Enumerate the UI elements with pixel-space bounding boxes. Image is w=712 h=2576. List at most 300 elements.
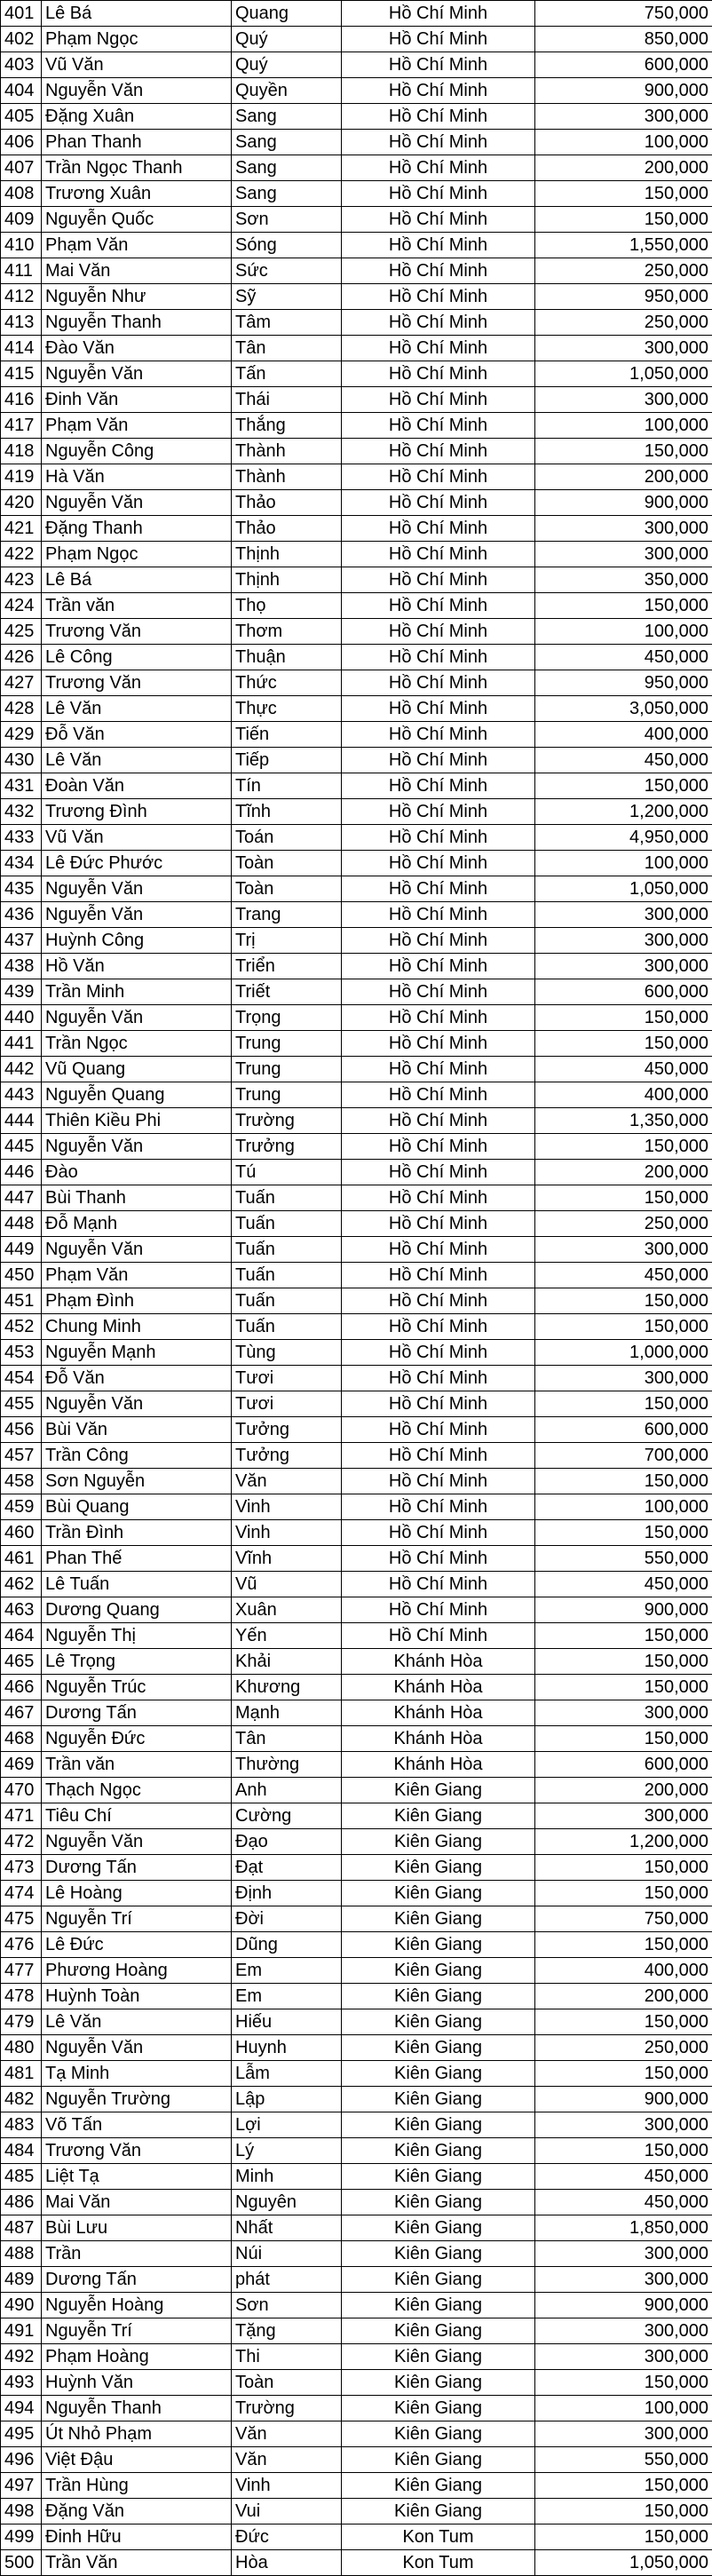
family-name-cell[interactable]: Nguyễn Văn	[42, 2035, 232, 2061]
row-number-cell[interactable]: 460	[1, 1520, 42, 1546]
row-number-cell[interactable]: 498	[1, 2499, 42, 2524]
given-name-cell[interactable]: Quang	[232, 1, 342, 27]
given-name-cell[interactable]: Tuấn	[232, 1185, 342, 1211]
province-cell[interactable]: Hồ Chí Minh	[342, 954, 535, 979]
given-name-cell[interactable]: Trang	[232, 902, 342, 928]
province-cell[interactable]: Hồ Chí Minh	[342, 1572, 535, 1597]
province-cell[interactable]: Kiên Giang	[342, 2396, 535, 2421]
family-name-cell[interactable]: Thiên Kiều Phi	[42, 1108, 232, 1134]
amount-cell[interactable]: 150,000	[535, 207, 712, 233]
province-cell[interactable]: Kiên Giang	[342, 2190, 535, 2215]
row-number-cell[interactable]: 427	[1, 670, 42, 696]
row-number-cell[interactable]: 441	[1, 1031, 42, 1057]
amount-cell[interactable]: 150,000	[535, 1726, 712, 1752]
amount-cell[interactable]: 900,000	[535, 1597, 712, 1623]
province-cell[interactable]: Kiên Giang	[342, 1829, 535, 1855]
amount-cell[interactable]: 150,000	[535, 1881, 712, 1906]
amount-cell[interactable]: 1,350,000	[535, 1108, 712, 1134]
row-number-cell[interactable]: 446	[1, 1160, 42, 1185]
row-number-cell[interactable]: 402	[1, 27, 42, 52]
row-number-cell[interactable]: 425	[1, 619, 42, 645]
family-name-cell[interactable]: Phan Thế	[42, 1546, 232, 1572]
family-name-cell[interactable]: Lê Hoàng	[42, 1881, 232, 1906]
province-cell[interactable]: Hồ Chí Minh	[342, 155, 535, 181]
family-name-cell[interactable]: Lê Văn	[42, 2009, 232, 2035]
row-number-cell[interactable]: 485	[1, 2164, 42, 2190]
given-name-cell[interactable]: Văn	[232, 1469, 342, 1494]
province-cell[interactable]: Kiên Giang	[342, 2318, 535, 2344]
family-name-cell[interactable]: Việt Đậu	[42, 2447, 232, 2473]
row-number-cell[interactable]: 463	[1, 1597, 42, 1623]
family-name-cell[interactable]: Nguyễn Đức	[42, 1726, 232, 1752]
amount-cell[interactable]: 250,000	[535, 258, 712, 284]
row-number-cell[interactable]: 475	[1, 1906, 42, 1932]
family-name-cell[interactable]: Lê Bá	[42, 1, 232, 27]
row-number-cell[interactable]: 491	[1, 2318, 42, 2344]
amount-cell[interactable]: 150,000	[535, 1031, 712, 1057]
family-name-cell[interactable]: Nguyễn Văn	[42, 902, 232, 928]
amount-cell[interactable]: 150,000	[535, 2370, 712, 2396]
family-name-cell[interactable]: Lê Đức Phước	[42, 851, 232, 876]
province-cell[interactable]: Hồ Chí Minh	[342, 928, 535, 954]
amount-cell[interactable]: 750,000	[535, 1906, 712, 1932]
row-number-cell[interactable]: 447	[1, 1185, 42, 1211]
amount-cell[interactable]: 400,000	[535, 1082, 712, 1108]
province-cell[interactable]: Hồ Chí Minh	[342, 1288, 535, 1314]
family-name-cell[interactable]: Nguyễn Thanh	[42, 310, 232, 336]
family-name-cell[interactable]: Trần Văn	[42, 2550, 232, 2576]
row-number-cell[interactable]: 495	[1, 2421, 42, 2447]
province-cell[interactable]: Hồ Chí Minh	[342, 567, 535, 593]
family-name-cell[interactable]: Chung Minh	[42, 1314, 232, 1340]
given-name-cell[interactable]: Thịnh	[232, 567, 342, 593]
row-number-cell[interactable]: 454	[1, 1366, 42, 1391]
province-cell[interactable]: Khánh Hòa	[342, 1726, 535, 1752]
row-number-cell[interactable]: 474	[1, 1881, 42, 1906]
province-cell[interactable]: Hồ Chí Minh	[342, 336, 535, 361]
row-number-cell[interactable]: 492	[1, 2344, 42, 2370]
amount-cell[interactable]: 4,950,000	[535, 825, 712, 851]
amount-cell[interactable]: 300,000	[535, 1803, 712, 1829]
row-number-cell[interactable]: 414	[1, 336, 42, 361]
family-name-cell[interactable]: Lê Tuấn	[42, 1572, 232, 1597]
row-number-cell[interactable]: 405	[1, 104, 42, 130]
given-name-cell[interactable]: Tiến	[232, 722, 342, 748]
amount-cell[interactable]: 150,000	[535, 1288, 712, 1314]
family-name-cell[interactable]: Đỗ Mạnh	[42, 1211, 232, 1237]
given-name-cell[interactable]: Huynh	[232, 2035, 342, 2061]
province-cell[interactable]: Kiên Giang	[342, 2267, 535, 2293]
family-name-cell[interactable]: Nguyễn Trường	[42, 2087, 232, 2112]
province-cell[interactable]: Hồ Chí Minh	[342, 645, 535, 670]
given-name-cell[interactable]: Thịnh	[232, 542, 342, 567]
given-name-cell[interactable]: Thức	[232, 670, 342, 696]
family-name-cell[interactable]: Nguyễn Như	[42, 284, 232, 310]
family-name-cell[interactable]: Huỳnh Toàn	[42, 1984, 232, 2009]
family-name-cell[interactable]: Trương Xuân	[42, 181, 232, 207]
amount-cell[interactable]: 450,000	[535, 1057, 712, 1082]
amount-cell[interactable]: 850,000	[535, 27, 712, 52]
amount-cell[interactable]: 250,000	[535, 2035, 712, 2061]
given-name-cell[interactable]: Tâm	[232, 310, 342, 336]
family-name-cell[interactable]: Trần	[42, 2241, 232, 2267]
amount-cell[interactable]: 1,550,000	[535, 233, 712, 258]
amount-cell[interactable]: 900,000	[535, 2087, 712, 2112]
given-name-cell[interactable]: Tuấn	[232, 1263, 342, 1288]
row-number-cell[interactable]: 489	[1, 2267, 42, 2293]
row-number-cell[interactable]: 436	[1, 902, 42, 928]
given-name-cell[interactable]: Lập	[232, 2087, 342, 2112]
row-number-cell[interactable]: 462	[1, 1572, 42, 1597]
amount-cell[interactable]: 150,000	[535, 1185, 712, 1211]
row-number-cell[interactable]: 430	[1, 748, 42, 773]
family-name-cell[interactable]: Nguyễn Văn	[42, 1005, 232, 1031]
amount-cell[interactable]: 150,000	[535, 2138, 712, 2164]
amount-cell[interactable]: 150,000	[535, 593, 712, 619]
family-name-cell[interactable]: Vũ Văn	[42, 825, 232, 851]
province-cell[interactable]: Kiên Giang	[342, 1778, 535, 1803]
family-name-cell[interactable]: Hồ Văn	[42, 954, 232, 979]
province-cell[interactable]: Hồ Chí Minh	[342, 181, 535, 207]
given-name-cell[interactable]: Trị	[232, 928, 342, 954]
amount-cell[interactable]: 1,850,000	[535, 2215, 712, 2241]
family-name-cell[interactable]: Vũ Quang	[42, 1057, 232, 1082]
amount-cell[interactable]: 150,000	[535, 1855, 712, 1881]
province-cell[interactable]: Hồ Chí Minh	[342, 722, 535, 748]
amount-cell[interactable]: 300,000	[535, 2241, 712, 2267]
province-cell[interactable]: Hồ Chí Minh	[342, 1494, 535, 1520]
amount-cell[interactable]: 3,050,000	[535, 696, 712, 722]
amount-cell[interactable]: 150,000	[535, 2009, 712, 2035]
province-cell[interactable]: Hồ Chí Minh	[342, 361, 535, 387]
given-name-cell[interactable]: Lợi	[232, 2112, 342, 2138]
row-number-cell[interactable]: 434	[1, 851, 42, 876]
given-name-cell[interactable]: Quyền	[232, 78, 342, 104]
amount-cell[interactable]: 150,000	[535, 773, 712, 799]
row-number-cell[interactable]: 431	[1, 773, 42, 799]
province-cell[interactable]: Kiên Giang	[342, 2370, 535, 2396]
given-name-cell[interactable]: Núi	[232, 2241, 342, 2267]
family-name-cell[interactable]: Phương Hoàng	[42, 1958, 232, 1984]
province-cell[interactable]: Kiên Giang	[342, 2061, 535, 2087]
province-cell[interactable]: Hồ Chí Minh	[342, 413, 535, 439]
given-name-cell[interactable]: Dũng	[232, 1932, 342, 1958]
row-number-cell[interactable]: 406	[1, 130, 42, 155]
row-number-cell[interactable]: 423	[1, 567, 42, 593]
amount-cell[interactable]: 250,000	[535, 1211, 712, 1237]
given-name-cell[interactable]: Toán	[232, 825, 342, 851]
given-name-cell[interactable]: Em	[232, 1984, 342, 2009]
family-name-cell[interactable]: Trần văn	[42, 593, 232, 619]
amount-cell[interactable]: 150,000	[535, 2473, 712, 2499]
amount-cell[interactable]: 600,000	[535, 52, 712, 78]
given-name-cell[interactable]: Thường	[232, 1752, 342, 1778]
row-number-cell[interactable]: 450	[1, 1263, 42, 1288]
amount-cell[interactable]: 300,000	[535, 2421, 712, 2447]
family-name-cell[interactable]: Lê Trọng	[42, 1649, 232, 1675]
row-number-cell[interactable]: 469	[1, 1752, 42, 1778]
province-cell[interactable]: Kiên Giang	[342, 2164, 535, 2190]
amount-cell[interactable]: 150,000	[535, 1932, 712, 1958]
family-name-cell[interactable]: Dương Tấn	[42, 2267, 232, 2293]
province-cell[interactable]: Kiên Giang	[342, 2293, 535, 2318]
amount-cell[interactable]: 150,000	[535, 1649, 712, 1675]
given-name-cell[interactable]: Toàn	[232, 851, 342, 876]
amount-cell[interactable]: 150,000	[535, 181, 712, 207]
province-cell[interactable]: Hồ Chí Minh	[342, 1443, 535, 1469]
amount-cell[interactable]: 1,000,000	[535, 1340, 712, 1366]
province-cell[interactable]: Hồ Chí Minh	[342, 1108, 535, 1134]
given-name-cell[interactable]: Hiếu	[232, 2009, 342, 2035]
family-name-cell[interactable]: Nguyễn Văn	[42, 490, 232, 516]
province-cell[interactable]: Kiên Giang	[342, 1984, 535, 2009]
province-cell[interactable]: Hồ Chí Minh	[342, 1314, 535, 1340]
province-cell[interactable]: Hồ Chí Minh	[342, 258, 535, 284]
row-number-cell[interactable]: 497	[1, 2473, 42, 2499]
given-name-cell[interactable]: Trung	[232, 1057, 342, 1082]
family-name-cell[interactable]: Nguyễn Quang	[42, 1082, 232, 1108]
amount-cell[interactable]: 150,000	[535, 1314, 712, 1340]
province-cell[interactable]: Khánh Hòa	[342, 1675, 535, 1700]
family-name-cell[interactable]: Nguyễn Văn	[42, 1134, 232, 1160]
amount-cell[interactable]: 400,000	[535, 722, 712, 748]
amount-cell[interactable]: 450,000	[535, 1572, 712, 1597]
given-name-cell[interactable]: Sóng	[232, 233, 342, 258]
amount-cell[interactable]: 950,000	[535, 670, 712, 696]
row-number-cell[interactable]: 418	[1, 439, 42, 464]
province-cell[interactable]: Kon Tum	[342, 2550, 535, 2576]
row-number-cell[interactable]: 453	[1, 1340, 42, 1366]
province-cell[interactable]: Hồ Chí Minh	[342, 1134, 535, 1160]
amount-cell[interactable]: 750,000	[535, 1, 712, 27]
amount-cell[interactable]: 300,000	[535, 104, 712, 130]
given-name-cell[interactable]: Đức	[232, 2524, 342, 2550]
row-number-cell[interactable]: 424	[1, 593, 42, 619]
row-number-cell[interactable]: 488	[1, 2241, 42, 2267]
given-name-cell[interactable]: Tặng	[232, 2318, 342, 2344]
province-cell[interactable]: Kiên Giang	[342, 2421, 535, 2447]
province-cell[interactable]: Hồ Chí Minh	[342, 310, 535, 336]
row-number-cell[interactable]: 456	[1, 1417, 42, 1443]
given-name-cell[interactable]: Sơn	[232, 2293, 342, 2318]
province-cell[interactable]: Hồ Chí Minh	[342, 979, 535, 1005]
amount-cell[interactable]: 1,050,000	[535, 876, 712, 902]
family-name-cell[interactable]: Dương Tấn	[42, 1700, 232, 1726]
row-number-cell[interactable]: 411	[1, 258, 42, 284]
family-name-cell[interactable]: Út Nhỏ Phạm	[42, 2421, 232, 2447]
family-name-cell[interactable]: Đinh Văn	[42, 387, 232, 413]
given-name-cell[interactable]: Tú	[232, 1160, 342, 1185]
row-number-cell[interactable]: 408	[1, 181, 42, 207]
given-name-cell[interactable]: Thi	[232, 2344, 342, 2370]
province-cell[interactable]: Kon Tum	[342, 2524, 535, 2550]
province-cell[interactable]: Hồ Chí Minh	[342, 1340, 535, 1366]
family-name-cell[interactable]: Liệt Tạ	[42, 2164, 232, 2190]
amount-cell[interactable]: 200,000	[535, 1984, 712, 2009]
amount-cell[interactable]: 450,000	[535, 748, 712, 773]
row-number-cell[interactable]: 486	[1, 2190, 42, 2215]
given-name-cell[interactable]: Trường	[232, 2396, 342, 2421]
given-name-cell[interactable]: Cường	[232, 1803, 342, 1829]
given-name-cell[interactable]: Hòa	[232, 2550, 342, 2576]
amount-cell[interactable]: 150,000	[535, 2524, 712, 2550]
family-name-cell[interactable]: Trương Văn	[42, 2138, 232, 2164]
given-name-cell[interactable]: Sơn	[232, 207, 342, 233]
family-name-cell[interactable]: Lê Văn	[42, 696, 232, 722]
province-cell[interactable]: Hồ Chí Minh	[342, 1263, 535, 1288]
given-name-cell[interactable]: Thắng	[232, 413, 342, 439]
row-number-cell[interactable]: 478	[1, 1984, 42, 2009]
given-name-cell[interactable]: Đời	[232, 1906, 342, 1932]
family-name-cell[interactable]: Nguyễn Văn	[42, 361, 232, 387]
row-number-cell[interactable]: 432	[1, 799, 42, 825]
province-cell[interactable]: Hồ Chí Minh	[342, 1417, 535, 1443]
province-cell[interactable]: Hồ Chí Minh	[342, 1366, 535, 1391]
family-name-cell[interactable]: Lê Văn	[42, 748, 232, 773]
row-number-cell[interactable]: 435	[1, 876, 42, 902]
given-name-cell[interactable]: Thơm	[232, 619, 342, 645]
province-cell[interactable]: Hồ Chí Minh	[342, 490, 535, 516]
province-cell[interactable]: Hồ Chí Minh	[342, 1211, 535, 1237]
given-name-cell[interactable]: Đạo	[232, 1829, 342, 1855]
row-number-cell[interactable]: 420	[1, 490, 42, 516]
amount-cell[interactable]: 300,000	[535, 928, 712, 954]
given-name-cell[interactable]: Lẫm	[232, 2061, 342, 2087]
amount-cell[interactable]: 900,000	[535, 490, 712, 516]
family-name-cell[interactable]: Nguyễn Công	[42, 439, 232, 464]
family-name-cell[interactable]: Phạm Hoàng	[42, 2344, 232, 2370]
amount-cell[interactable]: 300,000	[535, 954, 712, 979]
family-name-cell[interactable]: Huỳnh Văn	[42, 2370, 232, 2396]
family-name-cell[interactable]: Dương Quang	[42, 1597, 232, 1623]
row-number-cell[interactable]: 484	[1, 2138, 42, 2164]
given-name-cell[interactable]: Thực	[232, 696, 342, 722]
row-number-cell[interactable]: 404	[1, 78, 42, 104]
province-cell[interactable]: Kiên Giang	[342, 1855, 535, 1881]
family-name-cell[interactable]: Đào Văn	[42, 336, 232, 361]
row-number-cell[interactable]: 452	[1, 1314, 42, 1340]
family-name-cell[interactable]: Nguyễn Văn	[42, 78, 232, 104]
amount-cell[interactable]: 900,000	[535, 2293, 712, 2318]
given-name-cell[interactable]: Quý	[232, 52, 342, 78]
row-number-cell[interactable]: 481	[1, 2061, 42, 2087]
family-name-cell[interactable]: Nguyễn Hoàng	[42, 2293, 232, 2318]
row-number-cell[interactable]: 473	[1, 1855, 42, 1881]
row-number-cell[interactable]: 444	[1, 1108, 42, 1134]
row-number-cell[interactable]: 470	[1, 1778, 42, 1803]
row-number-cell[interactable]: 482	[1, 2087, 42, 2112]
amount-cell[interactable]: 150,000	[535, 1134, 712, 1160]
family-name-cell[interactable]: Hà Văn	[42, 464, 232, 490]
family-name-cell[interactable]: Đặng Xuân	[42, 104, 232, 130]
given-name-cell[interactable]: Tùng	[232, 1340, 342, 1366]
province-cell[interactable]: Hồ Chí Minh	[342, 1031, 535, 1057]
family-name-cell[interactable]: Đoàn Văn	[42, 773, 232, 799]
amount-cell[interactable]: 300,000	[535, 2267, 712, 2293]
given-name-cell[interactable]: Tươi	[232, 1391, 342, 1417]
province-cell[interactable]: Kiên Giang	[342, 2087, 535, 2112]
amount-cell[interactable]: 100,000	[535, 619, 712, 645]
amount-cell[interactable]: 300,000	[535, 1237, 712, 1263]
amount-cell[interactable]: 100,000	[535, 130, 712, 155]
province-cell[interactable]: Hồ Chí Minh	[342, 1185, 535, 1211]
province-cell[interactable]: Kiên Giang	[342, 2499, 535, 2524]
given-name-cell[interactable]: Đạt	[232, 1855, 342, 1881]
row-number-cell[interactable]: 426	[1, 645, 42, 670]
family-name-cell[interactable]: Vũ Văn	[42, 52, 232, 78]
given-name-cell[interactable]: Nhất	[232, 2215, 342, 2241]
family-name-cell[interactable]: Nguyễn Thị	[42, 1623, 232, 1649]
family-name-cell[interactable]: Đinh Hữu	[42, 2524, 232, 2550]
row-number-cell[interactable]: 455	[1, 1391, 42, 1417]
amount-cell[interactable]: 300,000	[535, 2344, 712, 2370]
family-name-cell[interactable]: Lê Công	[42, 645, 232, 670]
amount-cell[interactable]: 150,000	[535, 1391, 712, 1417]
given-name-cell[interactable]: Trường	[232, 1108, 342, 1134]
province-cell[interactable]: Hồ Chí Minh	[342, 1520, 535, 1546]
amount-cell[interactable]: 1,050,000	[535, 2550, 712, 2576]
province-cell[interactable]: Hồ Chí Minh	[342, 773, 535, 799]
given-name-cell[interactable]: phát	[232, 2267, 342, 2293]
amount-cell[interactable]: 200,000	[535, 155, 712, 181]
province-cell[interactable]: Kiên Giang	[342, 2447, 535, 2473]
province-cell[interactable]: Hồ Chí Minh	[342, 1597, 535, 1623]
amount-cell[interactable]: 300,000	[535, 902, 712, 928]
family-name-cell[interactable]: Trần văn	[42, 1752, 232, 1778]
row-number-cell[interactable]: 448	[1, 1211, 42, 1237]
province-cell[interactable]: Khánh Hòa	[342, 1649, 535, 1675]
row-number-cell[interactable]: 403	[1, 52, 42, 78]
row-number-cell[interactable]: 410	[1, 233, 42, 258]
province-cell[interactable]: Kiên Giang	[342, 1881, 535, 1906]
row-number-cell[interactable]: 494	[1, 2396, 42, 2421]
family-name-cell[interactable]: Nguyễn Mạnh	[42, 1340, 232, 1366]
row-number-cell[interactable]: 472	[1, 1829, 42, 1855]
family-name-cell[interactable]: Trần Công	[42, 1443, 232, 1469]
family-name-cell[interactable]: Phạm Đình	[42, 1288, 232, 1314]
given-name-cell[interactable]: Triển	[232, 954, 342, 979]
province-cell[interactable]: Hồ Chí Minh	[342, 619, 535, 645]
row-number-cell[interactable]: 465	[1, 1649, 42, 1675]
given-name-cell[interactable]: Thành	[232, 439, 342, 464]
family-name-cell[interactable]: Tạ Minh	[42, 2061, 232, 2087]
province-cell[interactable]: Hồ Chí Minh	[342, 1, 535, 27]
family-name-cell[interactable]: Bùi Thanh	[42, 1185, 232, 1211]
given-name-cell[interactable]: Yến	[232, 1623, 342, 1649]
row-number-cell[interactable]: 442	[1, 1057, 42, 1082]
family-name-cell[interactable]: Nguyễn Văn	[42, 1237, 232, 1263]
amount-cell[interactable]: 200,000	[535, 1778, 712, 1803]
row-number-cell[interactable]: 480	[1, 2035, 42, 2061]
given-name-cell[interactable]: Thái	[232, 387, 342, 413]
given-name-cell[interactable]: Anh	[232, 1778, 342, 1803]
row-number-cell[interactable]: 437	[1, 928, 42, 954]
row-number-cell[interactable]: 443	[1, 1082, 42, 1108]
family-name-cell[interactable]: Trương Văn	[42, 619, 232, 645]
amount-cell[interactable]: 150,000	[535, 439, 712, 464]
row-number-cell[interactable]: 500	[1, 2550, 42, 2576]
given-name-cell[interactable]: Thảo	[232, 516, 342, 542]
family-name-cell[interactable]: Đặng Văn	[42, 2499, 232, 2524]
row-number-cell[interactable]: 451	[1, 1288, 42, 1314]
province-cell[interactable]: Kiên Giang	[342, 2009, 535, 2035]
province-cell[interactable]: Hồ Chí Minh	[342, 696, 535, 722]
province-cell[interactable]: Khánh Hòa	[342, 1700, 535, 1726]
row-number-cell[interactable]: 476	[1, 1932, 42, 1958]
given-name-cell[interactable]: Trung	[232, 1031, 342, 1057]
amount-cell[interactable]: 200,000	[535, 1160, 712, 1185]
row-number-cell[interactable]: 449	[1, 1237, 42, 1263]
